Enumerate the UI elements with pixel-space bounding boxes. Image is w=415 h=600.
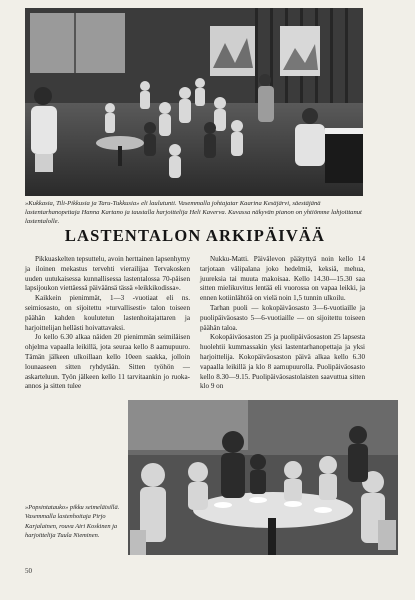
- bottom-photo-caption: »Popsintatauko» pikku seimeläisillä. Vasemmalla lastenhoitaja Pirjo Karjalainen, rouva Airi Koskinen ja harjoittelija Tuula Nieminen.: [25, 504, 120, 539]
- article-paragraph: Jo kello 6.30 alkaa näiden 20 pienimmän seimiläisen ohjelma vapaalla leikillä, jota seuraa kello 8 aamupuuro. Tämän jälkeen ulkoillaan kello 10een saakka, jolloin lounaaseen sitten ryhdytään. Sitten työhön — askarteluun. Työn jälkeen kello 11 tarvitaankin jo ruoka-annos ja sitten tulee: [25, 333, 190, 391]
- article-headline: LASTENTALON ARKIPÄIVÄÄ: [64, 226, 326, 245]
- top-photo: [25, 8, 363, 196]
- page-number: 50: [25, 567, 32, 575]
- article-paragraph: Tarhan puoli — kokopäiväosasto 3—6-vuotiaille ja puolipäiväosasto 5—6-vuotiaille — on sijoitettu toiseen päähän taloa.: [200, 303, 365, 332]
- singing-class-photo: [25, 8, 363, 196]
- article-paragraph: Nukku-Matti. Päivälevon päätyttyä noin kello 14 tarjotaan välipalana joko hedelmiä, keksiä, mehua, juureksia tai muuta makoisaa. Kello 14.30—15.30 saa sitten mielikuvitus lentää eli vuorossa on vapaa leikki, ja ennen kotiinlähtöä on vielä noin 1,5 tunnin ulkoilu.: [200, 255, 365, 303]
- article-paragraph: Kokopäiväosaston 25 ja puolipäiväosaston 25 lapsesta huolehtii kummassakin yksi lastentarhanopettaja ja yksi harjoittelija. Kokopäiväosaston päivä alkaa kello 6.30 vapaalla leikillä ja klo 8 aamupuurolla. Puolipäiväosasto kello 8.30—9.15. Puolipäiväosastolaisten saavuttua sitten klo 9 on: [200, 333, 365, 391]
- snack-break-photo: [128, 400, 398, 555]
- top-photo-caption: »Kukkasia, Tili-Pikkusia ja Taru-Tukkusia» eli laulutunti. Vasemmalla johtajatar Kaarina Kesäjärvi, säestäjänä lastentarhanopettaja Hanna Kartano ja taustalla harjoittelija Heli Kaverva. Kuvassa näkyvän pianon on yhtiömme lahjoittanut lastentalolle.: [25, 200, 362, 225]
- article-paragraph: Pikkuaskelten tepsuttelu, avoin herttainen lapsenhymy ja iloinen mekastus tervehti vierailijaa Tervakosken uuden uutukaisessa kunnallisessa lastentalossa 70-päisen lapsijoukon viettäessä päiväänsä tässä »leikkikodissa».: [25, 255, 190, 293]
- bottom-photo: [128, 400, 398, 555]
- article-column-right: [200, 255, 365, 392]
- article-column-left: [25, 255, 190, 392]
- article-paragraph: Kaikkein pienimmät, 1—3 -vuotiaat eli ns. seimiosasto, on sijoitettu »turvallisesti» talon toiseen päähän kahden koulutetun lastenhoitajattaren ja harjoittelijan hellästi hoivattavaksi.: [25, 294, 190, 332]
